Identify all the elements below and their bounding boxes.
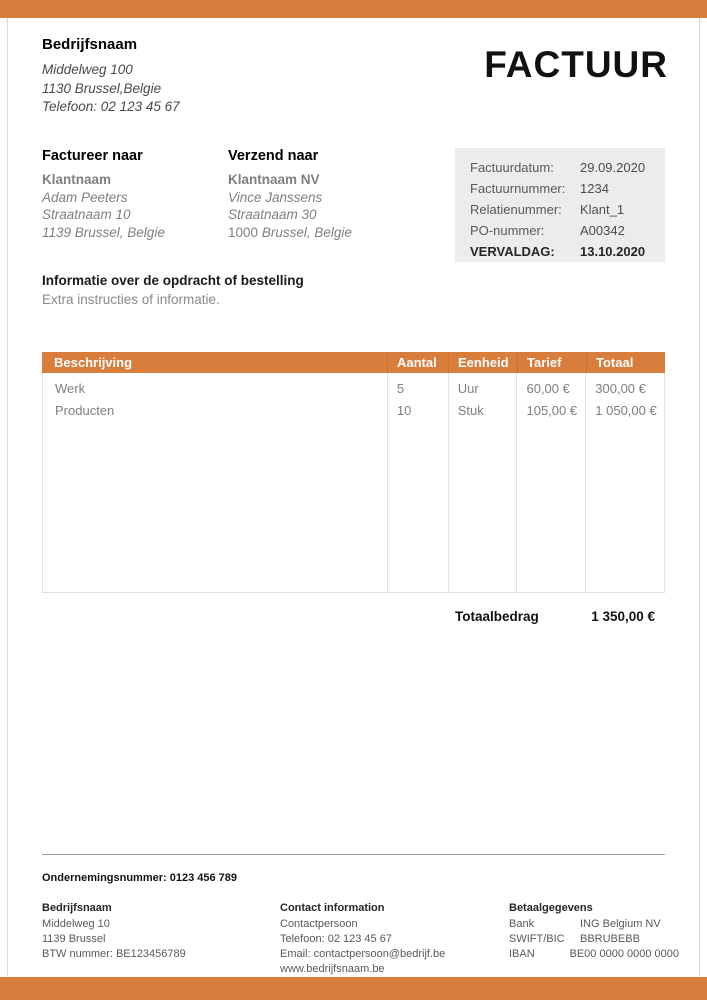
- item-unit: Stuk: [457, 403, 484, 418]
- payment-label: SWIFT/BIC: [509, 933, 565, 945]
- footer-contact-person: Contactpersoon: [280, 918, 358, 930]
- footer-contact-phone: Telefoon: 02 123 45 67: [280, 933, 392, 945]
- company-registration-number: Ondernemingsnummer: 0123 456 789: [42, 872, 238, 884]
- footer-payment-column: [509, 901, 679, 962]
- payment-row-iban: [509, 947, 679, 962]
- footer-company-vat: BTW nummer: BE123456789: [42, 948, 186, 960]
- ship-to-line: Vince Janssens: [228, 189, 323, 205]
- footer-contact-website: www.bedrijfsnaam.be: [280, 963, 385, 975]
- column-quantity: [387, 373, 448, 592]
- bill-to-line: Adam Peeters: [42, 189, 128, 205]
- payment-value: ING Belgium NV: [580, 918, 661, 930]
- order-info-note: Extra instructies of informatie.: [42, 292, 220, 307]
- column-header-quantity: Aantal: [387, 352, 448, 373]
- column-header-total: Totaal: [586, 352, 665, 373]
- meta-label: Factuurdatum:: [470, 160, 554, 175]
- footer-divider: [42, 854, 665, 855]
- ship-to-city-line: [228, 224, 408, 242]
- meta-row-relation-number: [470, 199, 657, 220]
- order-info-block: [42, 273, 304, 307]
- column-rate: [516, 373, 585, 592]
- due-date-value: 13.10.2020: [580, 244, 646, 259]
- sender-address-line: Middelweg 100: [42, 62, 133, 77]
- bill-to-block: [42, 148, 222, 241]
- order-info-heading: Informatie over de opdracht of bestelling: [42, 273, 304, 288]
- meta-value: 29.09.2020: [580, 160, 646, 175]
- item-unit: Uur: [457, 381, 479, 396]
- meta-value: A00342: [580, 223, 625, 238]
- column-header-unit: Eenheid: [448, 352, 517, 373]
- due-date-label: VERVALDAG:: [470, 244, 555, 259]
- top-accent-bar: [0, 0, 707, 18]
- payment-row-swift: [509, 932, 679, 947]
- payment-label: Bank: [509, 918, 535, 930]
- meta-value: 1234: [580, 181, 609, 196]
- ship-to-line: Straatnaam 30: [228, 207, 317, 222]
- sender-company-block: [42, 36, 180, 117]
- items-table-header: [42, 352, 665, 373]
- item-quantity: 5: [396, 381, 405, 396]
- footer-company-line: 1139 Brussel: [42, 933, 106, 945]
- payment-label: IBAN: [509, 948, 535, 960]
- payment-value: BBRUBEBB: [580, 933, 640, 945]
- sender-address-line: 1130 Brussel,Belgie: [42, 80, 162, 96]
- meta-label: Relatienummer:: [470, 202, 562, 217]
- sender-phone-line: Telefoon: 02 123 45 67: [42, 99, 180, 114]
- ship-to-block: [228, 148, 408, 241]
- column-unit: [448, 373, 517, 592]
- sender-company-name: Bedrijfsnaam: [42, 36, 138, 53]
- bottom-accent-bar: [0, 977, 707, 1000]
- footer-contact-heading: Contact information: [280, 902, 385, 914]
- document-title: FACTUUR: [484, 44, 668, 85]
- item-description: Werk: [55, 381, 86, 396]
- footer-company-line: Middelweg 10: [42, 918, 110, 930]
- column-total: [585, 373, 664, 592]
- grand-total-label: Totaalbedrag: [454, 609, 539, 624]
- column-description: [43, 373, 387, 592]
- bill-to-name: Klantnaam: [42, 172, 112, 187]
- ship-to-city: Brussel, Belgie: [261, 224, 352, 240]
- footer-contact-email: Email: contactpersoon@bedrijf.be: [280, 948, 446, 960]
- item-total: 1 050,00 €: [595, 403, 657, 418]
- bill-to-heading: Factureer naar: [42, 148, 143, 164]
- meta-row-due-date: [470, 241, 657, 262]
- meta-value: Klant_1: [580, 202, 625, 217]
- meta-row-invoice-date: [470, 157, 657, 178]
- payment-value: BE00 0000 0000 0000: [569, 948, 679, 960]
- column-header-rate: Tarief: [517, 352, 586, 373]
- item-rate: 60,00 €: [526, 381, 570, 396]
- grand-total-value: 1 350,00 €: [591, 609, 655, 624]
- invoice-meta-box: [455, 148, 665, 262]
- ship-to-name: Klantnaam NV: [228, 172, 320, 187]
- footer-company-column: [42, 901, 186, 962]
- meta-row-invoice-number: [470, 178, 657, 199]
- grand-total-row: [42, 608, 655, 626]
- ship-to-postal-code: 1000: [228, 224, 259, 240]
- bill-to-line: Straatnaam 10: [42, 207, 131, 222]
- column-header-description: Beschrijving: [54, 355, 133, 370]
- meta-label: Factuurnummer:: [470, 181, 566, 196]
- ship-to-heading: Verzend naar: [228, 148, 319, 164]
- item-description: Producten: [55, 403, 115, 418]
- meta-label: PO-nummer:: [470, 223, 545, 238]
- footer-company-heading: Bedrijfsnaam: [42, 902, 112, 914]
- meta-row-po-number: [470, 220, 657, 241]
- item-total: 300,00 €: [595, 381, 646, 396]
- items-table: [42, 352, 665, 593]
- payment-row-bank: [509, 917, 679, 932]
- items-table-body: [42, 373, 665, 593]
- item-rate: 105,00 €: [526, 403, 578, 418]
- item-quantity: 10: [396, 403, 412, 418]
- footer-contact-column: [280, 901, 445, 977]
- bill-to-line: 1139 Brussel, Belgie: [42, 224, 165, 240]
- footer-payment-heading: Betaalgegevens: [509, 902, 593, 914]
